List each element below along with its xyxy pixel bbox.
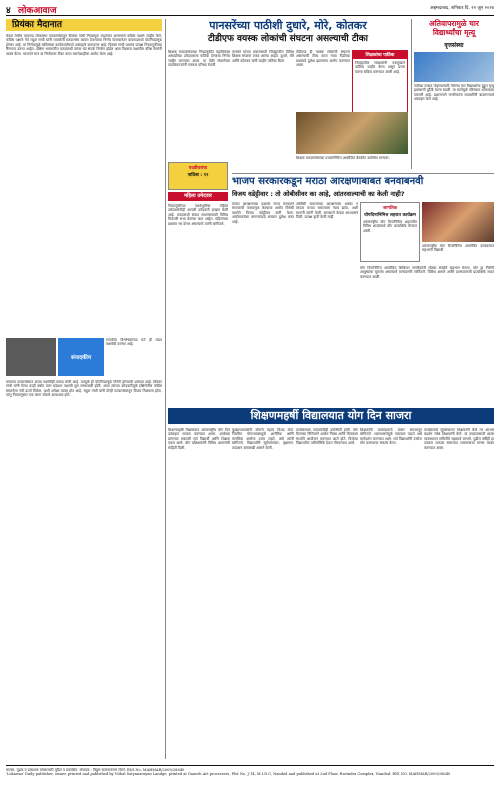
- yoga-box-body: आंतरराष्ट्रीय योग दिनानिमित्त शहरातील विविध शाळांमध्ये योग प्रात्यक्षिके घेण्यात आली.: [363, 220, 417, 233]
- education-col-c: कार्यक्रमाला पालकांचीही उपस्थिती होती. योग दिनाच्या निमित्ताने शाळेत निबंध आणि चित्रकला स्पर्धांचे आयोजन करण्यात आले होते. विजेत्या विद्यार्थ्यांना पारितोषिके देऊन गौरवण्यात आले.: [296, 428, 358, 446]
- graduate-box-title: पाठिंबा : १२: [187, 173, 209, 178]
- imprint-line-marathi: मालक, मुद्रक व प्रकाशक यांच्यासाठी मुद्रित व प्रकाशित. संपादक : विठ्ठल सत्यनारायण लेंडगे. RNI No. MAHMAR/2009/28640: [6, 768, 185, 772]
- bjp-article-col-b: ओबीसी समाजाच्या आरक्षणाला धक्का न लावता मराठा समाजाला न्याय द्यावा, अशी मागणी त्यांनी केली. सरकारने केवळ आश्वासने दिली, प्रत्यक्ष कृती केली नाही.: [296, 202, 358, 220]
- date-line: अहमदाबाद, शनिवार दि. २२ जून २०२४: [430, 6, 494, 11]
- section-rule: [232, 173, 494, 174]
- imprint-footer: [6, 765, 494, 790]
- yoga-photo-caption: आंतरराष्ट्रीय योग दिनानिमित्त आयोजित कार्यक्रमात सहभागी विद्यार्थी.: [422, 244, 494, 253]
- col1-body: केरळ येथील वायनाड लोकसभा मतदारसंघातून प्रियंका गांधी निवडणूक लढवणार असल्याचे काँग्रेस पक्षाने जाहीर केले. काँग्रेस पक्षाचे नेते राहुल गांधी यांनी रायबरेली मतदारसंघ कायम ठेवण्याचा निर्णय घेतल्यानंतर वायनाडमध्ये पोटनिवडणूक होणार आहे. या निर्णयामुळे काँग्रेसच्या कार्यकर्त्यांमध्ये उत्साहाचे वातावरण आहे. प्रियंका गांधी प्रथमच प्रत्यक्ष निवडणुकीच्या रिंगणात उतरत आहेत. दक्षिण भारतातील मतदारांशी त्यांचा थेट संपर्क निर्माण होईल असा विश्वास पक्षातील वरिष्ठ नेत्यांनी व्यक्त केला. भाजपने मात्र या निर्णयावर टीका करत घराणेशाहीचा आरोप केला आहे.: [6, 34, 162, 56]
- education-headline: शिक्षणमहर्षी विद्यालयात योग दिन साजरा: [168, 408, 494, 424]
- yoga-box-label: जागतिक: [382, 206, 398, 211]
- right-sidebar-heading: अतिवापरामुळे चार विद्यार्थ्यांचा मृत्यू: [429, 19, 479, 37]
- newspaper-logo: लोकआवाज: [18, 6, 57, 16]
- yoga-photo: [422, 202, 494, 242]
- bjp-article-col-a: मराठा आरक्षणाच्या प्रश्नावर राज्य सरकारने समाजाची फसवणूक केल्याचा आरोप विरोधी पक्षनेते विजय वडेट्टीवार यांनी केला. आंदोलकांच्या मागण्यांकडे सरकार दुर्लक्ष करत आहे.: [232, 202, 294, 224]
- women-candidate-tag: महिला उमेदवार: [168, 192, 228, 201]
- col1-body-continued: वायनाड मतदारसंघात डाव्या पक्षांचीही ताकद मोठी आहे. त्यामुळे ही पोटनिवडणूक तिरंगी होण्याची शक्यता आहे. प्रियंका गांधी यांनी गेल्या काही वर्षांत उत्तर प्रदेशात पक्षाची धुरा सांभाळली होती. आता त्यांच्या उमेदवारीमुळे दक्षिणेतील काँग्रेस संघटनेला नवी ऊर्जा मिळेल, अशी अपेक्षा व्यक्त होत आहे. राहुल गांधी यांनी दोन्ही मतदारसंघांतून विजय मिळवला होता, परंतु नियमानुसार एक जागा सोडणे आवश्यक होते.: [6, 380, 162, 398]
- yoga-article-body: योग दिनानिमित्त आयोजित शिबिरात नागरिकांनी मोठ्या संख्येने सहभाग घेतला. योग हा निरोगी आयुष्याचा मूलमंत्र असल्याचे मान्यवरांनी सांगितले. विविध आसने आणि प्राणायामाची प्रात्यक्षिके सादर करण्यात आली.: [360, 266, 494, 279]
- middle-photo-caption: शिक्षक मतदारसंघाच्या प्रचारानिमित्त आयोजित बैठकीत उपस्थित मान्यवर.: [296, 156, 390, 160]
- col1-heading: प्रियंका मैदानात: [6, 19, 162, 31]
- col1-side-note: राजकीय विश्लेषकांच्या मते ही लढत लक्षवेधी ठरणार आहे.: [106, 338, 162, 347]
- editorial-logo: संपादकीय: [58, 338, 104, 376]
- bjp-headline: भाजप सरकारकडून मराठा आरक्षणाबाबत बनवाबनवी: [232, 176, 424, 187]
- education-col-d: शिक्षकांनी प्राणायामाचे प्रकार समजावून सांगितले. ध्यानधारणेमुळे एकाग्रता वाढते असे मार्गदर्शन करण्यात आले. सर्व विद्यार्थ्यांनी दररोज योग करण्याचा संकल्प केला.: [360, 428, 422, 446]
- yoga-box: [360, 202, 420, 262]
- education-col-a: शिक्षणमहर्षी विद्यालयात आंतरराष्ट्रीय योग दिन उत्साहात साजरा करण्यात आला. शाळेच्या प्रांगणात सकाळी सर्व विद्यार्थी आणि शिक्षक एकत्र आले. योग प्रशिक्षकांनी विविध आसनांची माहिती दिली.: [168, 428, 230, 450]
- main-sidebox-heading: शिक्षकांचा पाठिंबा: [353, 51, 407, 59]
- column-divider: [165, 19, 166, 759]
- masthead-rule: [6, 15, 494, 16]
- column-divider: [411, 19, 412, 169]
- education-col-e: कार्यक्रमाचे सूत्रसंचालन शिक्षकांनी केले तर आभार प्रदर्शन ज्येष्ठ शिक्षकांनी केले. या उपक्रमासाठी शाळा व्यवस्थापन समितीचे सहकार्य लाभले. पुढील वर्षीही हा उपक्रम व्यापक स्वरूपात राबवण्याचा मानस व्यक्त करण्यात आला.: [424, 428, 494, 450]
- bjp-subhead: विजय वडेट्टीवार : तो ओबीसीवर का आहे, आंतरवाल्याची का केली नाही?: [232, 190, 405, 198]
- page-number: ४: [6, 6, 11, 16]
- main-headline: पानसरेंच्या पाठीशी दुधारे, मोरे, कोतकर: [209, 19, 367, 32]
- main-sidebox-body: जिल्ह्यातील शिक्षकांनी एकमुखाने पाठिंबा जाहीर केला असून प्रचार यंत्रणा सक्रिय करण्यात आली आहे.: [355, 61, 405, 74]
- yoga-box-title: योगदिनानिमित्त शहरात कार्यक्रम: [364, 213, 416, 218]
- middle-photo: [296, 112, 408, 154]
- right-sidebar-photo: [414, 52, 494, 82]
- education-col-b: मुख्याध्यापकांनी योगाचे महत्त्व विशद केले. नियमित योगाभ्यासामुळे शारीरिक आणि मानसिक आरोग्य उत्तम राहते, असे त्यांनी सांगितले. विद्यार्थ्यांनी सूर्यनमस्कार, वृक्षासन, ताडासन यांसारखी आसने केली.: [232, 428, 294, 450]
- graduate-box-label: पदवीधरांचा: [188, 166, 208, 171]
- col1-photo: [6, 338, 56, 376]
- middle-body: निवडणुकीच्या पार्श्वभूमीवर महिला उमेदवारांनीही आपली उमेदवारी दाखल केली आहे. मतदारांशी संवाद साधण्यासाठी विविध ठिकाणी सभा घेतल्या जात आहेत. महिलांच्या प्रश्नांवर भर देणार असल्याचे त्यांनी सांगितले.: [168, 204, 228, 226]
- imprint-line-english: 'Lokawaz' Daily publisher, owner, printed and published by Vithal Satyanarayan Landge, printed at Ganesh Art processers, Plot No. J-14, M.I.D.C, Nanded and published at 2nd Floor, Ravindra Complex, Nanded. RNI NO. MAHMAR/2009/28640: [6, 772, 451, 777]
- main-article-col-c: टीडीएफ ही वयस्क लोकांची संघटना असल्याची टीका करत नव्या पिढीच्या प्रश्नांकडे दुर्लक्ष झाल्याचा आरोप करण्यात आला.: [296, 50, 350, 68]
- graduate-support-box: [168, 162, 228, 190]
- main-article-col-a: शिक्षक मतदारसंघाच्या निवडणुकीत महाविकास आघाडीच्या उमेदवाराला पाठिंबा देण्याचा निर्णय जाहीर करण्यात आला. या वेळी संघटनेच्या पदाधिकाऱ्यांनी पत्रकार परिषद घेतली.: [168, 50, 230, 68]
- main-subhead: टीडीएफ वयस्क लोकांची संघटना असल्याची टीका: [207, 34, 368, 44]
- right-sidebar-body: नदीच्या पात्रात पोहण्यासाठी गेलेल्या चार विद्यार्थ्यांचा बुडून मृत्यू झाल्याची दुर्दैवी घटना घडली. या घटनेमुळे परिसरात शोककळा पसरली आहे. प्रशासनाने नागरिकांना सावधगिरी बाळगण्याचे आवाहन केले आहे.: [414, 84, 494, 102]
- masthead: [6, 3, 494, 15]
- right-sidebar-subhead: वृत्तसंस्था: [444, 42, 464, 49]
- main-article-col-b: पानसरे यांच्या प्रचारासाठी जिल्ह्यातील विविध शिक्षक संघटना एकत्र आल्या आहेत. दुधारे, मोरे आणि कोतकर यांनी जाहीर पाठिंबा दिला.: [232, 50, 294, 63]
